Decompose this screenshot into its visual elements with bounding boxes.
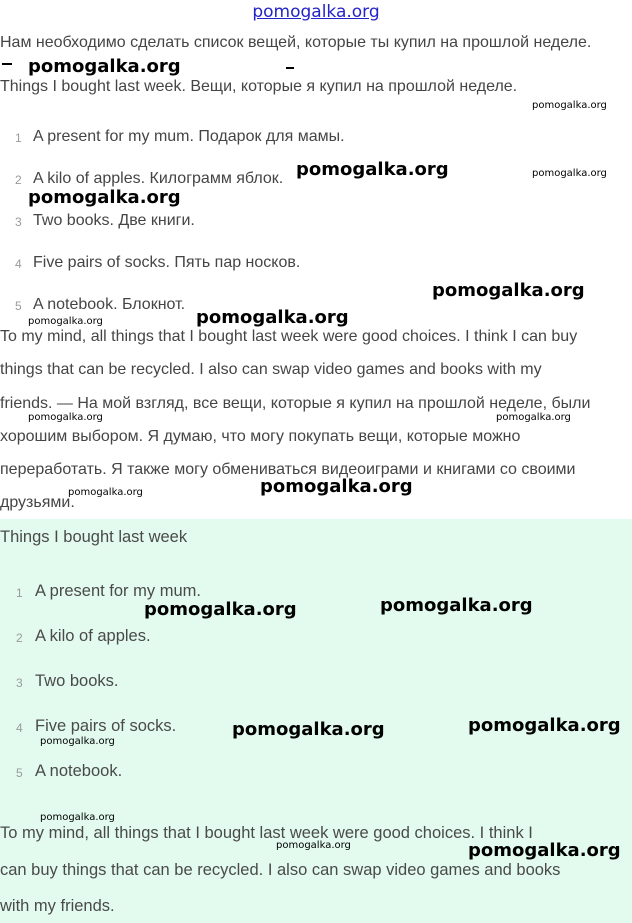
list-item-text: A kilo of apples. Килограмм яблок. bbox=[33, 170, 284, 187]
watermark: pomogalka.org bbox=[468, 715, 621, 736]
list-item-text: A notebook. Блокнот. bbox=[33, 296, 186, 313]
watermark: pomogalka.org bbox=[432, 280, 585, 301]
watermark: pomogalka.org bbox=[468, 840, 621, 861]
paragraph-line: To my mind, all things that I bought last week were good choices. I think I can buy bbox=[0, 328, 578, 345]
paragraph-line: friends. — На мой взгляд, все вещи, которые я купил на прошлой неделе, были bbox=[0, 395, 591, 412]
list-item-text: Two books. bbox=[35, 672, 119, 690]
scan-mark bbox=[286, 67, 294, 69]
list-item-number: 5 bbox=[16, 766, 23, 780]
list-item-number: 2 bbox=[15, 173, 22, 187]
watermark: pomogalka.org bbox=[380, 595, 533, 616]
paragraph-line: can buy things that can be recycled. I also can swap video games and books bbox=[0, 861, 561, 879]
list-item-number: 4 bbox=[15, 257, 22, 271]
list-item-number: 1 bbox=[15, 131, 22, 145]
watermark: pomogalka.org bbox=[28, 187, 181, 208]
scan-mark bbox=[2, 63, 12, 65]
watermark: pomogalka.org bbox=[40, 736, 115, 747]
list-item-text: A present for my mum. bbox=[35, 582, 201, 600]
watermark: pomogalka.org bbox=[196, 307, 349, 328]
list-item-text: A notebook. bbox=[35, 762, 123, 780]
watermark: pomogalka.org bbox=[232, 719, 385, 740]
list-item-text: Five pairs of socks. Пять пар носков. bbox=[33, 254, 301, 271]
paragraph-line: переработать. Я также могу обмениваться видеоиграми и книгами со своими bbox=[0, 461, 576, 478]
list-item-number: 1 bbox=[16, 586, 23, 600]
watermark: pomogalka.org bbox=[532, 168, 607, 179]
list-item-number: 4 bbox=[16, 721, 23, 735]
watermark: pomogalka.org bbox=[144, 599, 297, 620]
list-item-text: Two books. Две книги. bbox=[33, 212, 195, 229]
watermark: pomogalka.org bbox=[28, 412, 103, 423]
watermark: pomogalka.org bbox=[532, 100, 607, 111]
task-instruction: Нам необходимо сделать список вещей, которые ты купил на прошлой неделе. bbox=[0, 34, 592, 51]
list-item-text: A kilo of apples. bbox=[35, 627, 151, 645]
watermark: pomogalka.org bbox=[28, 56, 181, 77]
list-item-number: 5 bbox=[15, 299, 22, 313]
site-header-link[interactable]: pomogalka.org bbox=[252, 2, 380, 22]
watermark: pomogalka.org bbox=[40, 812, 115, 823]
list-item-number: 3 bbox=[15, 215, 22, 229]
watermark: pomogalka.org bbox=[68, 487, 143, 498]
list-item-text: A present for my mum. Подарок для мамы. bbox=[33, 128, 345, 145]
list-item-number: 3 bbox=[16, 676, 23, 690]
watermark: pomogalka.org bbox=[496, 412, 571, 423]
paragraph-line: things that can be recycled. I also can swap video games and books with my bbox=[0, 361, 542, 378]
watermark: pomogalka.org bbox=[276, 840, 351, 851]
task-title: Things I bought last week. Вещи, которые я купил на прошлой неделе. bbox=[0, 78, 518, 95]
paragraph-line: To my mind, all things that I bought last week were good choices. I think I bbox=[0, 824, 533, 842]
watermark: pomogalka.org bbox=[260, 476, 413, 497]
watermark: pomogalka.org bbox=[296, 159, 449, 180]
list-item-text: Five pairs of socks. bbox=[35, 717, 177, 735]
watermark: pomogalka.org bbox=[28, 316, 103, 327]
list-item-number: 2 bbox=[16, 631, 23, 645]
paragraph-line: with my friends. bbox=[0, 897, 115, 915]
answer-title: Things I bought last week bbox=[0, 528, 188, 546]
paragraph-line: друзьями. bbox=[0, 494, 75, 511]
paragraph-line: хорошим выбором. Я думаю, что могу покупать вещи, которые можно bbox=[0, 428, 521, 445]
